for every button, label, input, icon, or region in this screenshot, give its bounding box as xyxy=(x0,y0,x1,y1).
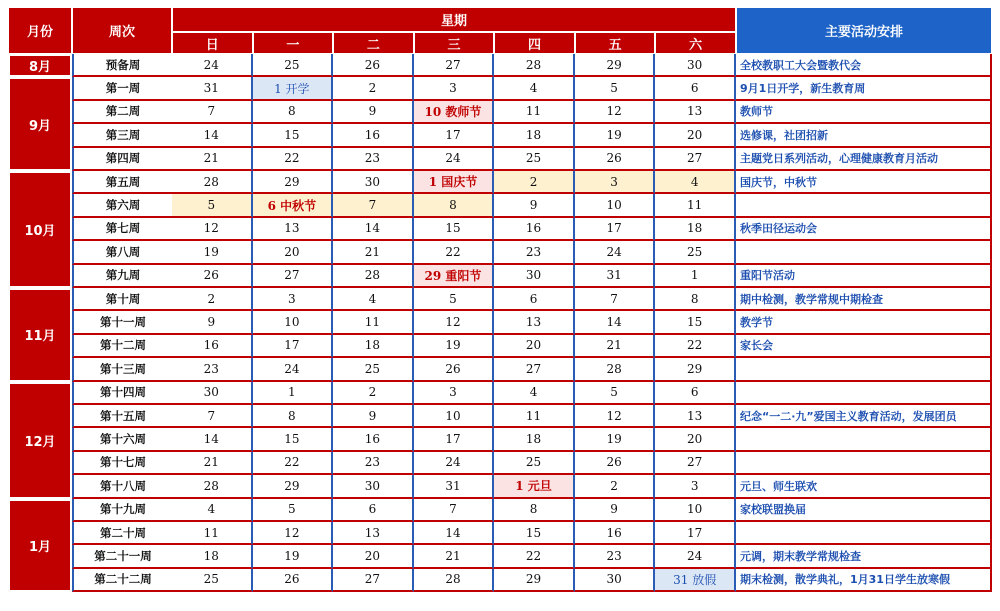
week-row xyxy=(72,148,992,171)
day-cell: 14 xyxy=(414,522,495,545)
day-cell: 31 xyxy=(575,265,656,288)
day-cell: 23 xyxy=(575,545,656,568)
day-cell: 30 xyxy=(333,171,414,194)
day-cell: 2 xyxy=(494,171,575,194)
week-row xyxy=(72,428,992,451)
activity-cell: 元旦、师生联欢 xyxy=(736,475,992,498)
activity-cell xyxy=(736,194,992,217)
day-cell: 3 xyxy=(575,171,656,194)
day-cell: 5 xyxy=(575,382,656,405)
day-cell: 3 xyxy=(655,475,736,498)
day-cell: 17 xyxy=(655,522,736,545)
day-cell: 19 xyxy=(575,428,656,451)
day-cell: 21 xyxy=(172,452,253,475)
day-cell: 16 xyxy=(333,124,414,147)
day-cell: 13 xyxy=(494,311,575,334)
day-cell: 8 xyxy=(655,288,736,311)
day-cell: 10 教师节 xyxy=(414,101,495,124)
activity-cell: 国庆节，中秋节 xyxy=(736,171,992,194)
week-label: 第十九周 xyxy=(72,499,172,522)
weekday-header-1: 一 xyxy=(253,32,334,54)
day-cell: 15 xyxy=(655,311,736,334)
week-label: 第一周 xyxy=(72,77,172,100)
month-label: 8月 xyxy=(8,54,72,77)
day-cell: 4 xyxy=(494,382,575,405)
day-cell: 12 xyxy=(414,311,495,334)
week-column-header: 周次 xyxy=(72,7,172,54)
day-cell: 19 xyxy=(172,241,253,264)
week-label: 预备周 xyxy=(72,54,172,77)
week-label: 第二周 xyxy=(72,101,172,124)
day-cell: 11 xyxy=(655,194,736,217)
activity-cell: 9月1日开学，新生教育周 xyxy=(736,77,992,100)
day-cell: 24 xyxy=(655,545,736,568)
day-cell: 14 xyxy=(172,124,253,147)
day-cell: 21 xyxy=(414,545,495,568)
day-cell: 10 xyxy=(414,405,495,428)
activity-cell xyxy=(736,428,992,451)
day-cell: 26 xyxy=(575,452,656,475)
school-calendar-table xyxy=(8,7,992,605)
weekday-group-header: 星期 xyxy=(172,7,736,32)
day-cell: 15 xyxy=(414,218,495,241)
day-cell: 7 xyxy=(333,194,414,217)
week-label: 第九周 xyxy=(72,265,172,288)
day-cell: 1 开学 xyxy=(253,77,334,100)
day-cell: 14 xyxy=(172,428,253,451)
day-cell: 17 xyxy=(414,124,495,147)
day-cell: 26 xyxy=(253,569,334,592)
weekday-header-5: 五 xyxy=(575,32,656,54)
day-cell: 30 xyxy=(575,569,656,592)
week-label: 第七周 xyxy=(72,218,172,241)
day-cell: 29 xyxy=(494,569,575,592)
week-row xyxy=(72,265,992,288)
day-cell: 19 xyxy=(414,335,495,358)
activity-column-header: 主要活动安排 xyxy=(736,7,992,54)
activity-cell: 全校教职工大会暨教代会 xyxy=(736,54,992,77)
day-cell: 1 xyxy=(655,265,736,288)
day-cell: 12 xyxy=(172,218,253,241)
day-cell: 26 xyxy=(333,54,414,77)
day-cell: 22 xyxy=(253,452,334,475)
day-cell: 8 xyxy=(414,194,495,217)
month-label: 9月 xyxy=(8,77,72,171)
day-cell: 25 xyxy=(655,241,736,264)
day-cell: 6 xyxy=(655,382,736,405)
day-cell: 25 xyxy=(172,569,253,592)
week-row xyxy=(72,218,992,241)
day-cell: 24 xyxy=(172,54,253,77)
day-cell: 31 xyxy=(414,475,495,498)
day-cell: 14 xyxy=(575,311,656,334)
day-cell: 28 xyxy=(494,54,575,77)
week-row xyxy=(72,335,992,358)
day-cell: 25 xyxy=(494,148,575,171)
day-cell: 4 xyxy=(494,77,575,100)
activity-cell: 期中检测，教学常规中期检查 xyxy=(736,288,992,311)
week-row xyxy=(72,194,992,217)
day-cell: 27 xyxy=(253,265,334,288)
week-label: 第十周 xyxy=(72,288,172,311)
week-row xyxy=(72,569,992,592)
week-label: 第八周 xyxy=(72,241,172,264)
weekday-header-3: 三 xyxy=(414,32,495,54)
day-cell: 17 xyxy=(414,428,495,451)
day-cell: 6 xyxy=(333,499,414,522)
day-cell: 11 xyxy=(333,311,414,334)
activity-cell: 秋季田径运动会 xyxy=(736,218,992,241)
activity-cell: 家长会 xyxy=(736,335,992,358)
day-cell: 23 xyxy=(333,148,414,171)
day-cell: 6 中秋节 xyxy=(253,194,334,217)
activity-cell xyxy=(736,522,992,545)
day-cell: 26 xyxy=(414,358,495,381)
week-row xyxy=(72,54,992,77)
day-cell: 9 xyxy=(333,101,414,124)
day-cell: 14 xyxy=(333,218,414,241)
day-cell: 3 xyxy=(253,288,334,311)
day-cell: 16 xyxy=(172,335,253,358)
day-cell: 21 xyxy=(333,241,414,264)
day-cell: 28 xyxy=(575,358,656,381)
day-cell: 7 xyxy=(172,405,253,428)
day-cell: 24 xyxy=(253,358,334,381)
day-cell: 19 xyxy=(575,124,656,147)
week-row xyxy=(72,382,992,405)
day-cell: 5 xyxy=(172,194,253,217)
week-row xyxy=(72,241,992,264)
week-label: 第十八周 xyxy=(72,475,172,498)
day-cell: 20 xyxy=(655,124,736,147)
week-label: 第二十二周 xyxy=(72,569,172,592)
day-cell: 28 xyxy=(172,171,253,194)
activity-cell xyxy=(736,452,992,475)
week-row xyxy=(72,545,992,568)
day-cell: 10 xyxy=(253,311,334,334)
day-cell: 11 xyxy=(494,405,575,428)
week-row xyxy=(72,499,992,522)
weekday-header-0: 日 xyxy=(172,32,253,54)
day-cell: 28 xyxy=(172,475,253,498)
day-cell: 13 xyxy=(655,405,736,428)
day-cell: 23 xyxy=(494,241,575,264)
week-label: 第二十一周 xyxy=(72,545,172,568)
day-cell: 11 xyxy=(172,522,253,545)
activity-cell: 教师节 xyxy=(736,101,992,124)
day-cell: 16 xyxy=(575,522,656,545)
day-cell: 22 xyxy=(414,241,495,264)
day-cell: 15 xyxy=(253,124,334,147)
day-cell: 17 xyxy=(575,218,656,241)
activity-cell: 家校联盟换届 xyxy=(736,499,992,522)
day-cell: 2 xyxy=(333,77,414,100)
day-cell: 18 xyxy=(494,124,575,147)
day-cell: 15 xyxy=(253,428,334,451)
month-label: 10月 xyxy=(8,171,72,288)
day-cell: 3 xyxy=(414,77,495,100)
week-row xyxy=(72,288,992,311)
week-row xyxy=(72,475,992,498)
day-cell: 22 xyxy=(253,148,334,171)
day-cell: 18 xyxy=(172,545,253,568)
week-label: 第六周 xyxy=(72,194,172,217)
day-cell: 20 xyxy=(253,241,334,264)
day-cell: 9 xyxy=(575,499,656,522)
day-cell: 7 xyxy=(575,288,656,311)
weekday-header-6: 六 xyxy=(655,32,736,54)
day-cell: 28 xyxy=(414,569,495,592)
day-cell: 5 xyxy=(253,499,334,522)
month-label: 1月 xyxy=(8,499,72,593)
activity-cell xyxy=(736,382,992,405)
day-cell: 18 xyxy=(655,218,736,241)
day-cell: 29 xyxy=(253,475,334,498)
day-cell: 13 xyxy=(655,101,736,124)
day-cell: 25 xyxy=(494,452,575,475)
day-cell: 23 xyxy=(172,358,253,381)
day-cell: 17 xyxy=(253,335,334,358)
day-cell: 7 xyxy=(172,101,253,124)
day-cell: 20 xyxy=(494,335,575,358)
week-row xyxy=(72,101,992,124)
day-cell: 9 xyxy=(333,405,414,428)
day-cell: 4 xyxy=(655,171,736,194)
week-label: 第三周 xyxy=(72,124,172,147)
day-cell: 12 xyxy=(575,405,656,428)
day-cell: 15 xyxy=(494,522,575,545)
activity-cell xyxy=(736,241,992,264)
day-cell: 16 xyxy=(333,428,414,451)
day-cell: 27 xyxy=(655,148,736,171)
day-cell: 26 xyxy=(575,148,656,171)
day-cell: 27 xyxy=(494,358,575,381)
day-cell: 9 xyxy=(172,311,253,334)
day-cell: 22 xyxy=(494,545,575,568)
week-label: 第四周 xyxy=(72,148,172,171)
week-row xyxy=(72,124,992,147)
month-label: 11月 xyxy=(8,288,72,382)
day-cell: 29 重阳节 xyxy=(414,265,495,288)
week-label: 第五周 xyxy=(72,171,172,194)
activity-cell: 重阳节活动 xyxy=(736,265,992,288)
day-cell: 7 xyxy=(414,499,495,522)
day-cell: 28 xyxy=(333,265,414,288)
week-label: 第十二周 xyxy=(72,335,172,358)
day-cell: 5 xyxy=(414,288,495,311)
day-cell: 13 xyxy=(333,522,414,545)
week-label: 第十四周 xyxy=(72,382,172,405)
day-cell: 8 xyxy=(494,499,575,522)
day-cell: 11 xyxy=(494,101,575,124)
day-cell: 20 xyxy=(655,428,736,451)
week-row xyxy=(72,77,992,100)
day-cell: 12 xyxy=(575,101,656,124)
day-cell: 18 xyxy=(494,428,575,451)
day-cell: 10 xyxy=(575,194,656,217)
day-cell: 16 xyxy=(494,218,575,241)
day-cell: 2 xyxy=(333,382,414,405)
activity-cell: 教学节 xyxy=(736,311,992,334)
day-cell: 18 xyxy=(333,335,414,358)
day-cell: 13 xyxy=(253,218,334,241)
day-cell: 19 xyxy=(253,545,334,568)
day-cell: 29 xyxy=(253,171,334,194)
week-row xyxy=(72,358,992,381)
day-cell: 30 xyxy=(655,54,736,77)
day-cell: 26 xyxy=(172,265,253,288)
day-cell: 30 xyxy=(494,265,575,288)
day-cell: 24 xyxy=(575,241,656,264)
week-label: 第二十周 xyxy=(72,522,172,545)
day-cell: 29 xyxy=(655,358,736,381)
week-label: 第十六周 xyxy=(72,428,172,451)
day-cell: 27 xyxy=(655,452,736,475)
day-cell: 23 xyxy=(333,452,414,475)
week-label: 第十一周 xyxy=(72,311,172,334)
day-cell: 21 xyxy=(575,335,656,358)
week-row xyxy=(72,311,992,334)
activity-cell: 期末检测，散学典礼，1月31日学生放寒假 xyxy=(736,569,992,592)
day-cell: 12 xyxy=(253,522,334,545)
day-cell: 24 xyxy=(414,148,495,171)
activity-cell: 元调，期末教学常规检查 xyxy=(736,545,992,568)
day-cell: 2 xyxy=(172,288,253,311)
activity-cell: 主题党日系列活动，心理健康教育月活动 xyxy=(736,148,992,171)
month-label: 12月 xyxy=(8,382,72,499)
day-cell: 4 xyxy=(172,499,253,522)
day-cell: 1 xyxy=(253,382,334,405)
day-cell: 9 xyxy=(494,194,575,217)
week-row xyxy=(72,405,992,428)
day-cell: 21 xyxy=(172,148,253,171)
week-label: 第十三周 xyxy=(72,358,172,381)
day-cell: 24 xyxy=(414,452,495,475)
day-cell: 5 xyxy=(575,77,656,100)
week-label: 第十五周 xyxy=(72,405,172,428)
day-cell: 27 xyxy=(414,54,495,77)
week-label: 第十七周 xyxy=(72,452,172,475)
day-cell: 30 xyxy=(333,475,414,498)
day-cell: 2 xyxy=(575,475,656,498)
day-cell: 29 xyxy=(575,54,656,77)
day-cell: 30 xyxy=(172,382,253,405)
day-cell: 6 xyxy=(494,288,575,311)
day-cell: 27 xyxy=(333,569,414,592)
day-cell: 8 xyxy=(253,405,334,428)
day-cell: 22 xyxy=(655,335,736,358)
weekday-header-2: 二 xyxy=(333,32,414,54)
activity-cell xyxy=(736,358,992,381)
week-row xyxy=(72,522,992,545)
week-row xyxy=(72,452,992,475)
day-cell: 25 xyxy=(333,358,414,381)
day-cell: 31 放假 xyxy=(655,569,736,592)
weekday-header-4: 四 xyxy=(494,32,575,54)
activity-cell: 纪念“一二·九”爱国主义教育活动，发展团员 xyxy=(736,405,992,428)
day-cell: 10 xyxy=(655,499,736,522)
day-cell: 1 元旦 xyxy=(494,475,575,498)
week-row xyxy=(72,171,992,194)
day-cell: 6 xyxy=(655,77,736,100)
day-cell: 8 xyxy=(253,101,334,124)
day-cell: 4 xyxy=(333,288,414,311)
activity-cell: 选修课，社团招新 xyxy=(736,124,992,147)
day-cell: 25 xyxy=(253,54,334,77)
month-column-header: 月份 xyxy=(8,7,72,54)
day-cell: 1 国庆节 xyxy=(414,171,495,194)
day-cell: 31 xyxy=(172,77,253,100)
day-cell: 3 xyxy=(414,382,495,405)
day-cell: 20 xyxy=(333,545,414,568)
